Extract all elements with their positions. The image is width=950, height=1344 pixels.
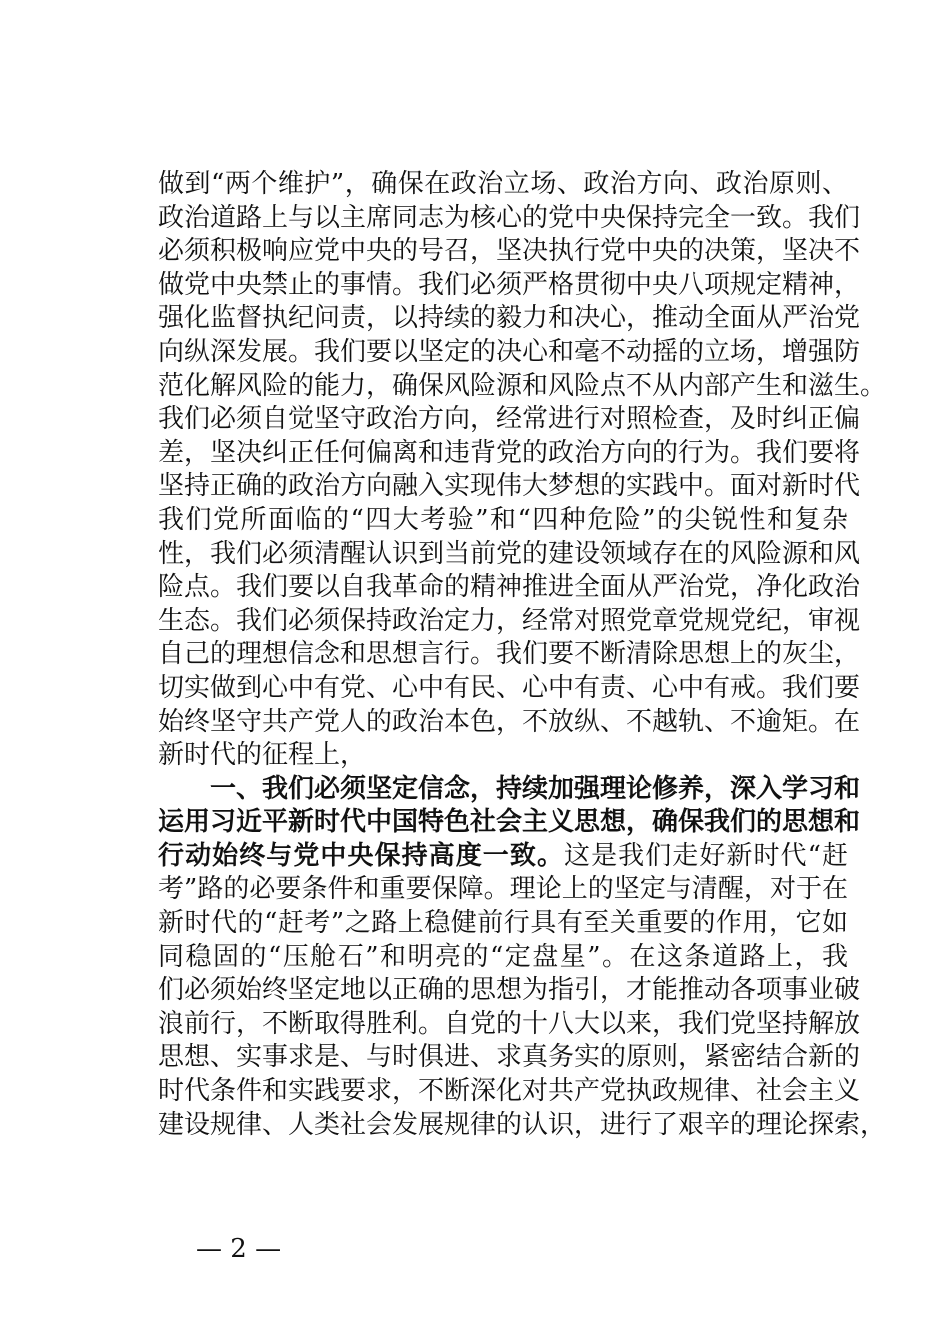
page-number: — 2 — [196, 1234, 282, 1264]
paragraph-line: 差，坚决纠正任何偏离和违背党的政治方向的行为。我们要将 [158, 437, 861, 468]
paragraph-line: 思想、实事求是、与时俱进、求真务实的原则，紧密结合新的 [158, 1042, 861, 1073]
paragraph-line: 做党中央禁止的事情。我们必须严格贯彻中央八项规定精神， [158, 269, 861, 300]
paragraph-line: 做到“两个维护”，确保在政治立场、政治方向、政治原则、 [158, 169, 848, 199]
paragraph-line: 向纵深发展。我们要以坚定的决心和毫不动摇的立场，增强防 [158, 336, 861, 367]
paragraph-line: 新时代的征程上， [158, 740, 367, 771]
paragraph-line: 我们党所面临的“四大考验”和“四种危险”的尖锐性和复杂 [158, 504, 848, 535]
paragraph-line: 时代条件和实践要求，不断深化对共产党执政规律、社会主义 [158, 1076, 861, 1107]
paragraph-line: 险点。我们要以自我革命的精神推进全面从严治党，净化政治 [158, 572, 861, 603]
paragraph-line: 范化解风险的能力，确保风险源和风险点不从内部产生和滋生。 [158, 370, 887, 401]
section-heading-bold-text: 行动始终与党中央保持高度一致。 [158, 840, 565, 871]
paragraph-line: 考”路的必要条件和重要保障。理论上的坚定与清醒，对于在 [158, 874, 848, 905]
paragraph-line: 始终坚守共产党人的政治本色，不放纵、不越轨、不逾矩。在 [158, 706, 861, 737]
paragraph-line: 必须积极响应党中央的号召，坚决执行党中央的决策，坚决不 [158, 236, 861, 267]
section-heading-line: 一、我们必须坚定信念，持续加强理论修养，深入学习和 [210, 773, 861, 804]
paragraph-line: 自己的理想信念和思想言行。我们要不断清除思想上的灰尘， [158, 639, 861, 670]
paragraph-line: 生态。我们必须保持政治定力，经常对照党章党规党纪，审视 [158, 605, 861, 636]
paragraph-line: 切实做到心中有党、心中有民、心中有责、心中有戒。我们要 [158, 672, 861, 703]
paragraph-line: 我们必须自觉坚守政治方向，经常进行对照检查，及时纠正偏 [158, 404, 861, 435]
paragraph-line: 浪前行，不断取得胜利。自党的十八大以来，我们党坚持解放 [158, 1008, 861, 1039]
section-heading-line [158, 840, 848, 874]
paragraph-line: 性，我们必须清醒认识到当前党的建设领域存在的风险源和风 [158, 538, 861, 569]
paragraph-line: 强化监督执纪问责，以持续的毅力和决心，推动全面从严治党 [158, 303, 861, 334]
paragraph-line: 建设规律、人类社会发展规律的认识，进行了艰辛的理论探索， [158, 1109, 887, 1140]
section-heading-line: 运用习近平新时代中国特色社会主义思想，确保我们的思想和 [158, 807, 861, 838]
section-body-text: 这是我们走好新时代“赶 [564, 840, 848, 871]
paragraph-line: 新时代的“赶考”之路上稳健前行具有至关重要的作用，它如 [158, 908, 848, 939]
paragraph-line: 坚持正确的政治方向融入实现伟大梦想的实践中。面对新时代 [158, 471, 861, 502]
paragraph-line: 同稳固的“压舱石”和明亮的“定盘星”。在这条道路上，我 [158, 941, 848, 972]
body-text [158, 168, 887, 1142]
paragraph-line: 政治道路上与以主席同志为核心的党中央保持完全一致。我们 [158, 202, 861, 233]
paragraph-line: 们必须始终坚定地以正确的思想为指引，才能推动各项事业破 [158, 975, 861, 1006]
